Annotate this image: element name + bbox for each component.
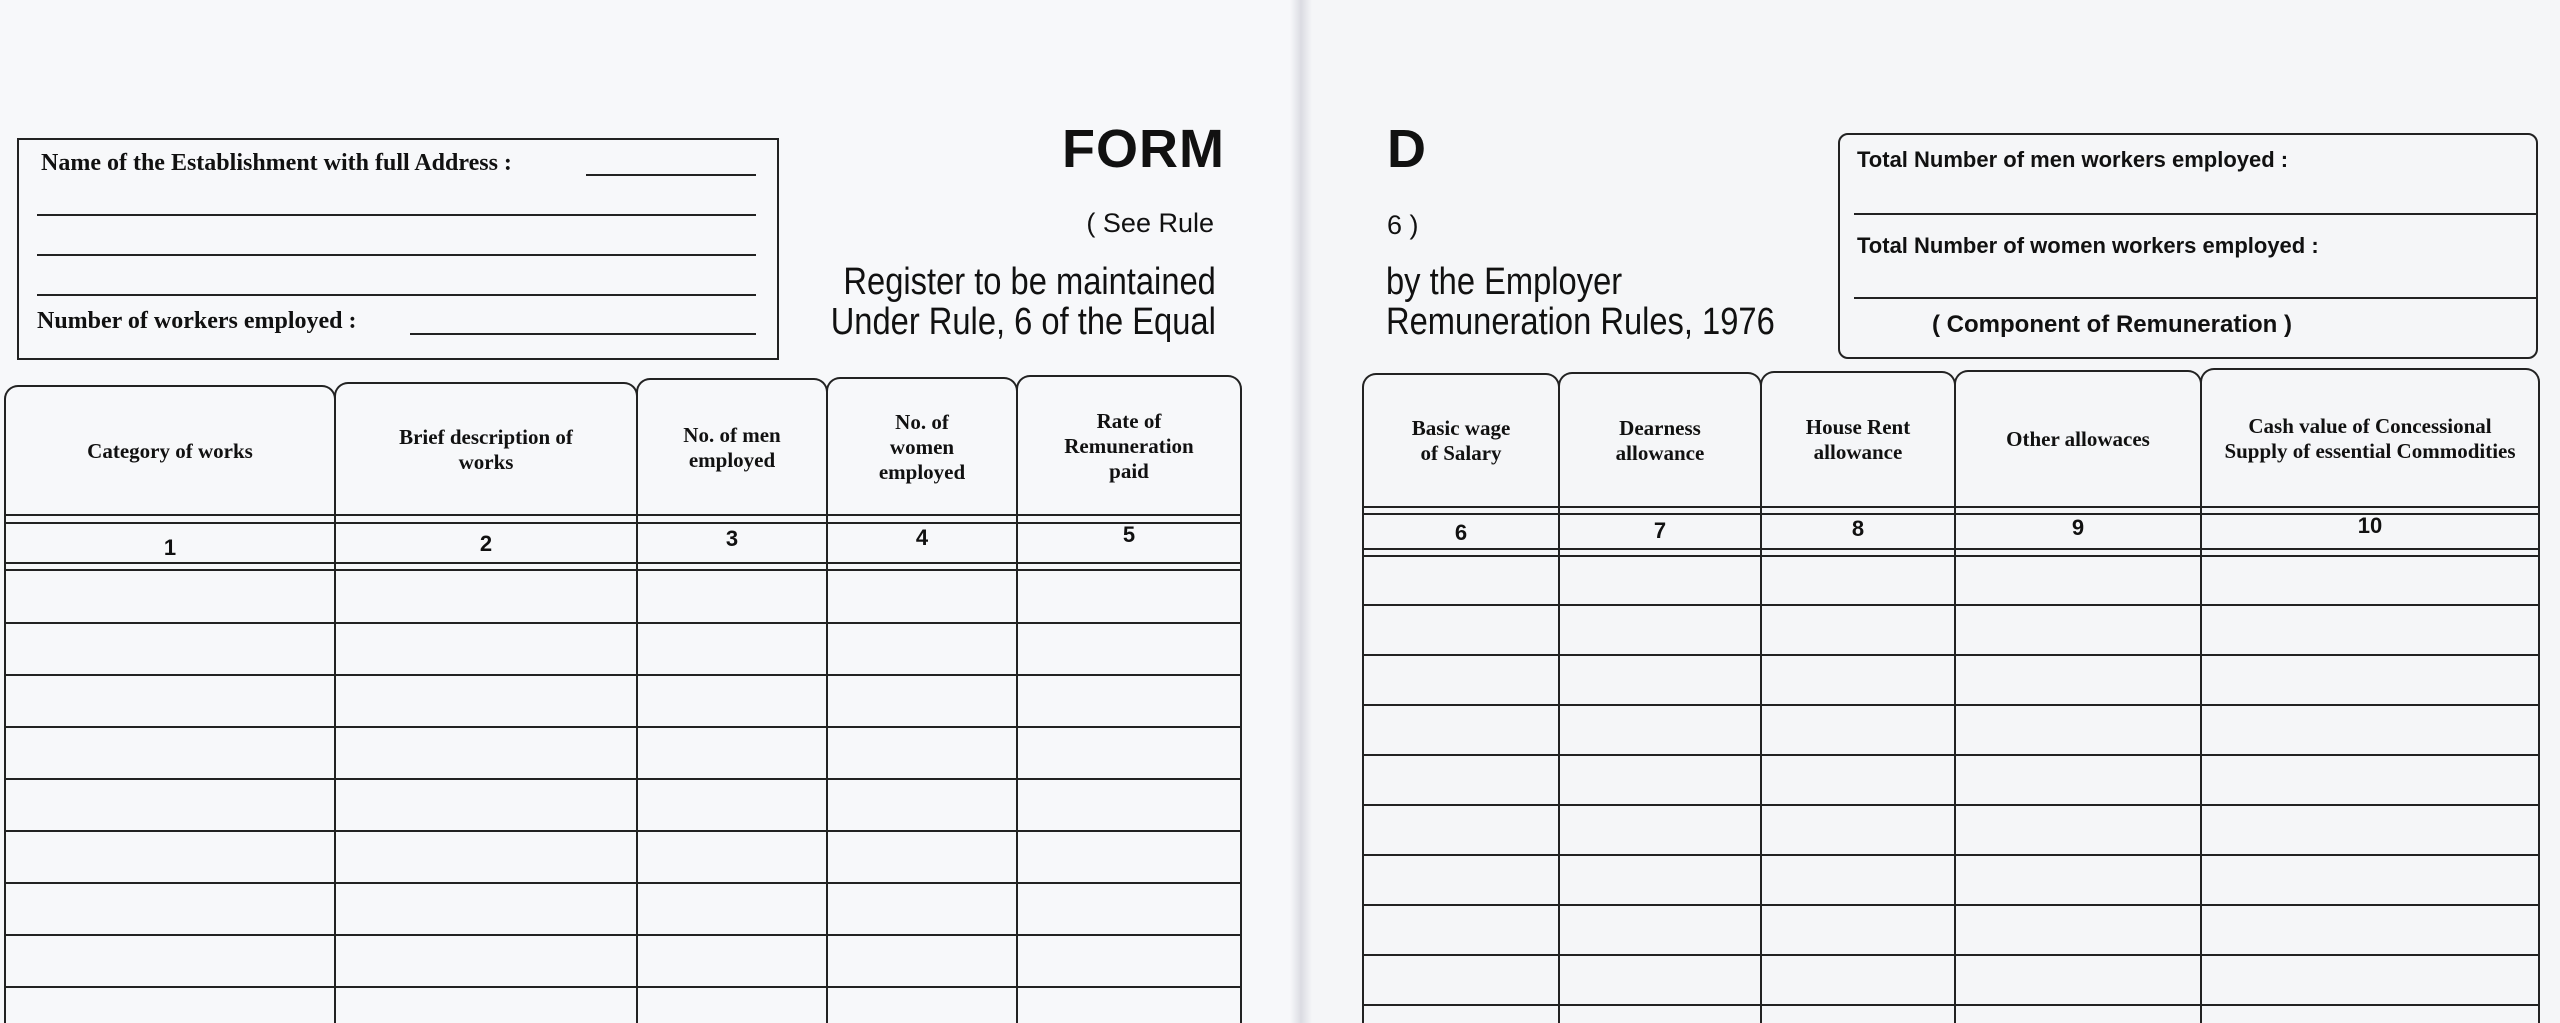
table-row[interactable] [4,830,1242,832]
column-divider [1954,507,1956,1023]
column-header-10: Cash value of Concessional Supply of essential Commodities [2200,368,2540,507]
address-line-2[interactable] [37,254,756,256]
see-rule-left: ( See Rule [1086,208,1214,238]
register-left-line-2: Under Rule, 6 of the Equal [830,301,1216,343]
workers-employed-label: Number of workers employed : [37,308,357,334]
column-header-8: House Rent allowance [1760,371,1956,507]
register-right-line-2: Remuneration Rules, 1976 [1386,301,1775,343]
table-row[interactable] [1362,704,2540,706]
component-label: ( Component of Remuneration ) [1932,311,2292,338]
table-row[interactable] [1362,954,2540,956]
column-number-4: 4 [915,525,929,550]
column-header-2: Brief description of works [334,382,638,515]
column-number-7: 7 [1653,518,1667,543]
column-divider [1016,515,1018,1023]
workers-employed-field[interactable] [410,333,756,335]
column-number-8: 8 [1851,516,1865,541]
table-row[interactable] [1362,604,2540,606]
column-divider [636,515,638,1023]
table-row[interactable] [4,934,1242,936]
column-header-7: Dearness allowance [1558,372,1762,507]
column-number-1: 1 [163,535,177,560]
establishment-name-field[interactable] [586,174,756,176]
table-row[interactable] [1362,654,2540,656]
column-header-3: No. of men employed [636,378,828,515]
register-text-right [1386,262,1838,342]
men-workers-field[interactable] [1854,213,2536,215]
register-right-line-1: by the Employer [1386,261,1623,303]
left-table-border [4,515,6,1023]
right-table-border [2538,507,2540,1023]
column-header-6: Basic wage of Salary [1362,373,1560,507]
table-row[interactable] [1362,754,2540,756]
left-table-border [1240,515,1242,1023]
register-left-line-1: Register to be maintained [843,261,1216,303]
establishment-box [17,138,779,360]
table-row[interactable] [4,778,1242,780]
column-number-10: 10 [2357,513,2383,538]
see-rule-right: 6 ) [1387,210,1419,240]
column-divider [2200,507,2202,1023]
number-row-divider-left-2 [4,569,1242,571]
women-workers-label: Total Number of women workers employed : [1857,233,2319,258]
number-row-divider-right-2 [1362,555,2540,557]
table-row[interactable] [1362,904,2540,906]
column-divider [334,515,336,1023]
column-header-5: Rate of Remuneration paid [1016,375,1242,515]
establishment-name-label: Name of the Establishment with full Address : [41,150,512,176]
table-row[interactable] [1362,804,2540,806]
column-number-6: 6 [1454,520,1468,545]
form-title-left: FORM [1062,119,1225,179]
table-row[interactable] [4,622,1242,624]
table-row[interactable] [1362,1004,2540,1006]
header-divider-left [4,514,1242,516]
page-gutter [1290,0,1312,1023]
table-row[interactable] [4,986,1242,988]
register-text-left [768,262,1216,342]
number-row-divider-right [1362,548,2540,550]
form-title-right: D [1387,119,1427,179]
column-number-5: 5 [1122,522,1136,547]
table-row[interactable] [4,674,1242,676]
table-row[interactable] [4,882,1242,884]
column-number-2: 2 [479,531,493,556]
table-row[interactable] [4,726,1242,728]
right-table-border [1362,507,1364,1023]
address-line-1[interactable] [37,214,756,216]
column-number-9: 9 [2071,515,2085,540]
column-header-9: Other allowaces [1954,370,2202,507]
column-header-4: No. of women employed [826,377,1018,515]
column-number-3: 3 [725,526,739,551]
column-divider [1760,507,1762,1023]
header-divider-right [1362,506,2540,508]
number-row-divider-left [4,562,1242,564]
totals-box [1838,133,2538,359]
column-divider [1558,507,1560,1023]
women-workers-field[interactable] [1854,297,2536,299]
column-header-1: Category of works [4,385,336,515]
table-row[interactable] [1362,854,2540,856]
address-line-3[interactable] [37,294,756,296]
column-divider [826,515,828,1023]
men-workers-label: Total Number of men workers employed : [1857,147,2289,172]
